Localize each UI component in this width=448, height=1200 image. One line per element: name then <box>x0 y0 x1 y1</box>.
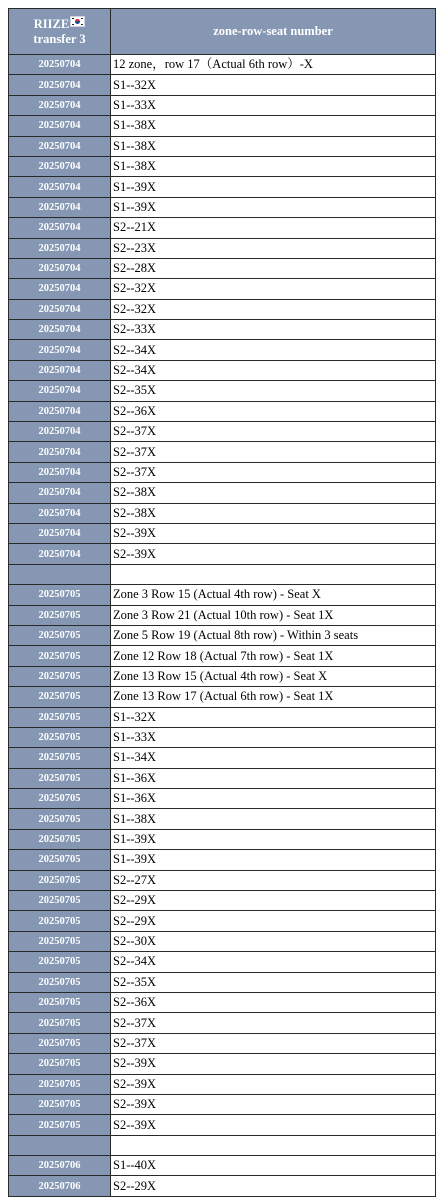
seat-cell: S2--37X <box>111 1013 436 1033</box>
seat-cell: S1--38X <box>111 136 436 156</box>
date-cell: 20250705 <box>9 625 111 645</box>
table-row <box>9 177 436 197</box>
seat-cell: S1--38X <box>111 809 436 829</box>
south-korea-flag-icon <box>70 16 85 27</box>
table-row <box>9 727 436 747</box>
seat-cell: S1--33X <box>111 727 436 747</box>
table-row <box>9 503 436 523</box>
seat-cell: S1--39X <box>111 197 436 217</box>
seat-cell: S2--29X <box>111 1176 436 1196</box>
seat-cell: S2--37X <box>111 442 436 462</box>
table-row <box>9 666 436 686</box>
table-row <box>9 1013 436 1033</box>
date-cell: 20250704 <box>9 258 111 278</box>
date-cell: 20250704 <box>9 55 111 75</box>
date-cell: 20250704 <box>9 238 111 258</box>
date-cell: 20250704 <box>9 279 111 299</box>
date-cell: 20250705 <box>9 605 111 625</box>
seat-cell: S2--36X <box>111 401 436 421</box>
seat-cell: S2--37X <box>111 422 436 442</box>
seat-cell: S1--34X <box>111 748 436 768</box>
seat-cell: S1--39X <box>111 850 436 870</box>
table-row <box>9 544 436 564</box>
table-row <box>9 340 436 360</box>
table-row <box>9 1094 436 1114</box>
table-row <box>9 891 436 911</box>
seat-cell: S2--21X <box>111 218 436 238</box>
seat-cell: Zone 5 Row 19 (Actual 8th row) - Within 3 seats <box>111 625 436 645</box>
seat-cell: Zone 13 Row 15 (Actual 4th row) - Seat X <box>111 666 436 686</box>
date-cell: 20250704 <box>9 381 111 401</box>
date-cell: 20250704 <box>9 156 111 176</box>
date-cell: 20250704 <box>9 360 111 380</box>
seat-cell: S1--36X <box>111 789 436 809</box>
date-cell: 20250705 <box>9 870 111 890</box>
table-row <box>9 258 436 278</box>
blank-separator-row <box>9 564 436 584</box>
table-row <box>9 829 436 849</box>
date-cell: 20250705 <box>9 952 111 972</box>
seat-cell: S1--39X <box>111 829 436 849</box>
date-cell: 20250705 <box>9 727 111 747</box>
table-row <box>9 605 436 625</box>
seat-cell: S2--35X <box>111 972 436 992</box>
table-row <box>9 1054 436 1074</box>
blank-separator-row <box>9 1135 436 1155</box>
table-row <box>9 687 436 707</box>
table-row <box>9 789 436 809</box>
date-cell: 20250704 <box>9 503 111 523</box>
seat-column-header: zone-row-seat number <box>111 9 436 55</box>
table-row <box>9 320 436 340</box>
date-cell: 20250705 <box>9 585 111 605</box>
table-row <box>9 625 436 645</box>
seat-cell: S2--33X <box>111 320 436 340</box>
table-row <box>9 483 436 503</box>
seat-cell: Zone 3 Row 15 (Actual 4th row) - Seat X <box>111 585 436 605</box>
table-row <box>9 462 436 482</box>
seat-cell: S2--34X <box>111 340 436 360</box>
date-cell: 20250705 <box>9 1115 111 1135</box>
table-row <box>9 116 436 136</box>
date-cell: 20250704 <box>9 462 111 482</box>
table-row <box>9 992 436 1012</box>
seat-cell: S2--35X <box>111 381 436 401</box>
table-row <box>9 55 436 75</box>
date-cell: 20250704 <box>9 197 111 217</box>
seat-cell: 12 zone，row 17（Actual 6th row）-X <box>111 55 436 75</box>
table-body <box>9 55 436 1197</box>
seat-cell: S2--28X <box>111 258 436 278</box>
table-row <box>9 279 436 299</box>
table-row <box>9 809 436 829</box>
date-cell: 20250704 <box>9 299 111 319</box>
date-cell: 20250705 <box>9 992 111 1012</box>
table-row <box>9 911 436 931</box>
table-row <box>9 1176 436 1196</box>
date-cell: 20250705 <box>9 1094 111 1114</box>
table-row <box>9 136 436 156</box>
seat-transfer-table <box>8 8 436 1197</box>
date-cell: 20250704 <box>9 116 111 136</box>
table-row <box>9 1033 436 1053</box>
seat-cell: S2--39X <box>111 1115 436 1135</box>
date-cell: 20250704 <box>9 177 111 197</box>
date-cell: 20250705 <box>9 768 111 788</box>
table-row <box>9 1156 436 1176</box>
table-row <box>9 218 436 238</box>
table-row <box>9 1074 436 1094</box>
table-row <box>9 238 436 258</box>
seat-cell: S2--29X <box>111 891 436 911</box>
table-row <box>9 850 436 870</box>
seat-cell: S1--38X <box>111 116 436 136</box>
date-cell: 20250704 <box>9 483 111 503</box>
seat-cell: S2--38X <box>111 503 436 523</box>
date-cell: 20250705 <box>9 1054 111 1074</box>
date-cell: 20250704 <box>9 523 111 543</box>
table-row <box>9 422 436 442</box>
date-cell: 20250704 <box>9 422 111 442</box>
seat-cell: S2--38X <box>111 483 436 503</box>
date-column-header <box>9 9 111 55</box>
seat-cell <box>111 1135 436 1155</box>
date-cell <box>9 1135 111 1155</box>
table-row <box>9 972 436 992</box>
seat-cell: S2--32X <box>111 299 436 319</box>
table-row <box>9 931 436 951</box>
table-row <box>9 646 436 666</box>
seat-cell: S1--32X <box>111 707 436 727</box>
table-row <box>9 381 436 401</box>
seat-cell: S2--39X <box>111 1094 436 1114</box>
seat-cell: S2--36X <box>111 992 436 1012</box>
header-title: RIIZE <box>33 17 70 31</box>
seat-cell: S2--39X <box>111 1054 436 1074</box>
seat-cell: S2--29X <box>111 911 436 931</box>
seat-cell: S2--37X <box>111 1033 436 1053</box>
seat-cell: Zone 3 Row 21 (Actual 10th row) - Seat 1X <box>111 605 436 625</box>
seat-cell: S2--34X <box>111 360 436 380</box>
date-cell: 20250705 <box>9 829 111 849</box>
date-cell: 20250704 <box>9 320 111 340</box>
date-cell: 20250704 <box>9 95 111 115</box>
date-cell: 20250704 <box>9 218 111 238</box>
date-cell: 20250705 <box>9 931 111 951</box>
date-cell: 20250704 <box>9 340 111 360</box>
seat-cell: Zone 13 Row 17 (Actual 6th row) - Seat 1X <box>111 687 436 707</box>
seat-cell: S2--39X <box>111 1074 436 1094</box>
date-cell: 20250706 <box>9 1176 111 1196</box>
date-cell: 20250705 <box>9 1033 111 1053</box>
date-cell <box>9 564 111 584</box>
table-row <box>9 585 436 605</box>
seat-cell: S1--40X <box>111 1156 436 1176</box>
seat-cell: S2--39X <box>111 544 436 564</box>
date-cell: 20250704 <box>9 401 111 421</box>
table-row <box>9 360 436 380</box>
seat-cell: S2--32X <box>111 279 436 299</box>
date-cell: 20250705 <box>9 687 111 707</box>
date-cell: 20250704 <box>9 75 111 95</box>
date-cell: 20250705 <box>9 789 111 809</box>
date-cell: 20250705 <box>9 809 111 829</box>
seat-cell: S2--34X <box>111 952 436 972</box>
table-row <box>9 748 436 768</box>
date-cell: 20250705 <box>9 707 111 727</box>
date-cell: 20250704 <box>9 136 111 156</box>
header-subtitle: transfer 3 <box>33 32 86 46</box>
seat-cell: S1--32X <box>111 75 436 95</box>
table-row <box>9 870 436 890</box>
date-cell: 20250704 <box>9 442 111 462</box>
table-row <box>9 197 436 217</box>
seat-cell: S1--33X <box>111 95 436 115</box>
seat-cell: S1--38X <box>111 156 436 176</box>
table-row <box>9 1115 436 1135</box>
seat-cell: S2--30X <box>111 931 436 951</box>
table-row <box>9 75 436 95</box>
table-row <box>9 95 436 115</box>
date-cell: 20250705 <box>9 1013 111 1033</box>
date-cell: 20250705 <box>9 666 111 686</box>
seat-cell: Zone 12 Row 18 (Actual 7th row) - Seat 1X <box>111 646 436 666</box>
seat-cell: S2--39X <box>111 523 436 543</box>
table-row <box>9 523 436 543</box>
table-row <box>9 299 436 319</box>
seat-cell: S2--27X <box>111 870 436 890</box>
date-cell: 20250705 <box>9 891 111 911</box>
table-row <box>9 442 436 462</box>
table-row <box>9 156 436 176</box>
date-cell: 20250705 <box>9 1074 111 1094</box>
seat-cell: S1--39X <box>111 177 436 197</box>
date-cell: 20250705 <box>9 850 111 870</box>
seat-cell: S2--37X <box>111 462 436 482</box>
seat-cell: S1--36X <box>111 768 436 788</box>
table-row <box>9 768 436 788</box>
date-cell: 20250705 <box>9 911 111 931</box>
date-cell: 20250705 <box>9 646 111 666</box>
table-row <box>9 707 436 727</box>
date-cell: 20250704 <box>9 544 111 564</box>
table-row <box>9 952 436 972</box>
date-cell: 20250705 <box>9 748 111 768</box>
seat-cell: S2--23X <box>111 238 436 258</box>
date-cell: 20250705 <box>9 972 111 992</box>
table-row <box>9 401 436 421</box>
seat-cell <box>111 564 436 584</box>
header-row <box>9 9 436 55</box>
date-cell: 20250706 <box>9 1156 111 1176</box>
